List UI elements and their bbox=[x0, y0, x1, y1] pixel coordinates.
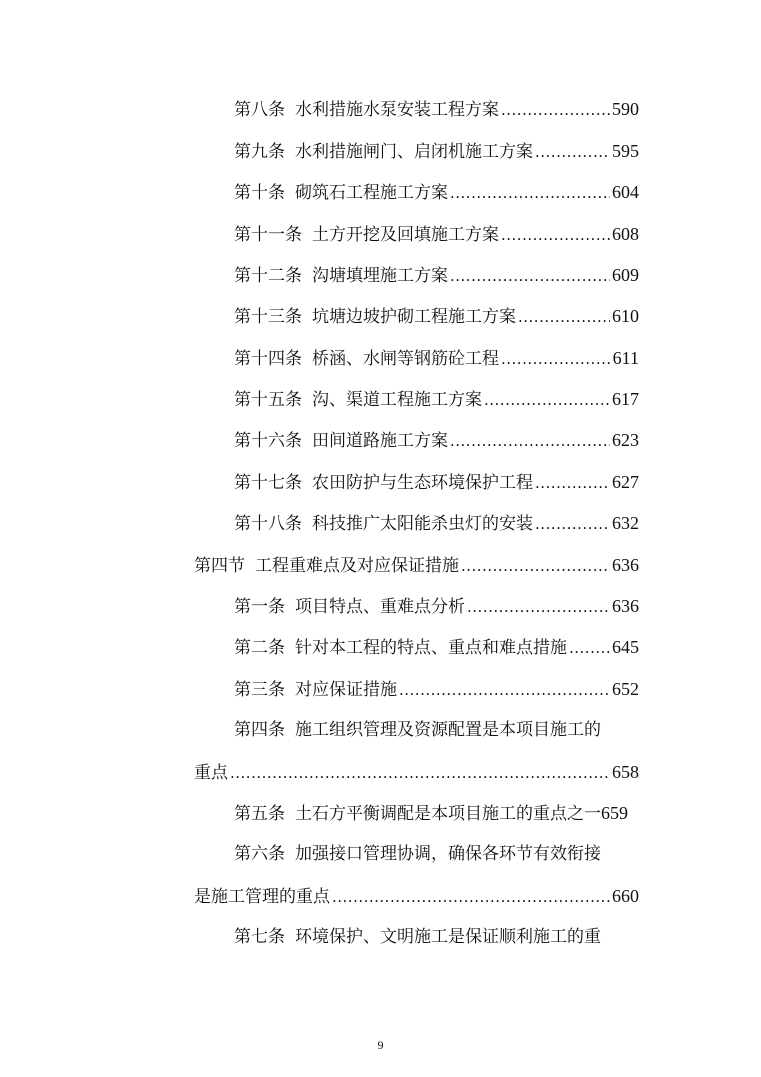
toc-entry-page: 623 bbox=[612, 430, 639, 450]
toc-leader-dots bbox=[535, 138, 610, 166]
toc-leader-dots bbox=[450, 262, 610, 290]
toc-entry-title: 坑塘边坡护砌工程施工方案 bbox=[312, 307, 516, 327]
toc-entry-page: 590 bbox=[612, 99, 639, 119]
toc-entry[interactable] bbox=[234, 178, 639, 206]
toc-entry[interactable] bbox=[234, 633, 639, 661]
toc-entry-label: 第七条 bbox=[234, 927, 285, 947]
toc-entry-page: 645 bbox=[612, 637, 639, 657]
toc-entry-title: 农田防护与生态环境保护工程 bbox=[312, 473, 533, 493]
toc-entry-label: 第十四条 bbox=[234, 349, 302, 369]
toc-section-label: 第四节 bbox=[194, 556, 245, 576]
toc-entry-title: 是施工管理的重点 bbox=[194, 887, 330, 907]
toc-entry-title: 土方开挖及回填施工方案 bbox=[312, 225, 499, 245]
toc-entry-continuation[interactable] bbox=[194, 758, 639, 786]
toc-leader-dots bbox=[332, 883, 610, 911]
toc-entry-page: 617 bbox=[612, 389, 639, 409]
page-number: 9 bbox=[377, 1038, 384, 1052]
toc-entry[interactable] bbox=[234, 137, 639, 165]
toc-leader-dots bbox=[501, 221, 610, 249]
toc-entry[interactable] bbox=[234, 509, 639, 537]
toc-entry-page: 608 bbox=[612, 224, 639, 244]
toc-leader-dots bbox=[399, 676, 610, 704]
toc-entry-title: 针对本工程的特点、重点和难点措施 bbox=[295, 638, 567, 658]
toc-entry[interactable] bbox=[234, 95, 639, 123]
toc-entry[interactable] bbox=[234, 344, 639, 372]
toc-entry-title: 加强接口管理协调，确保各环节有效衔接 bbox=[295, 844, 601, 864]
toc-entry-title: 施工组织管理及资源配置是本项目施工的 bbox=[295, 720, 601, 740]
toc-entry-label: 第五条 bbox=[234, 804, 285, 824]
toc-entry-page: 658 bbox=[612, 762, 639, 782]
toc-entry-title: 砌筑石工程施工方案 bbox=[295, 183, 448, 203]
toc-entry[interactable] bbox=[234, 675, 639, 703]
toc-entry-title: 科技推广太阳能杀虫灯的安装 bbox=[312, 514, 533, 534]
toc-entry-label: 第九条 bbox=[234, 142, 285, 162]
toc-entry-page: 604 bbox=[612, 182, 639, 202]
toc-leader-dots bbox=[484, 386, 610, 414]
toc-section-page: 636 bbox=[612, 555, 639, 575]
toc-entry-title: 水利措施闸门、启闭机施工方案 bbox=[295, 142, 533, 162]
toc-entry-continuation[interactable] bbox=[194, 882, 639, 910]
toc-entry-label: 第一条 bbox=[234, 597, 285, 617]
toc-entry-page: 609 bbox=[612, 265, 639, 285]
toc-entry[interactable] bbox=[234, 799, 664, 827]
toc-entry[interactable] bbox=[234, 426, 639, 454]
toc-entry-label: 第二条 bbox=[234, 638, 285, 658]
toc-leader-dots bbox=[467, 593, 610, 621]
toc-entry-title: 水利措施水泵安装工程方案 bbox=[295, 100, 499, 120]
toc-leader-dots bbox=[461, 552, 610, 580]
toc-entry-title: 桥涵、水闸等钢筋砼工程 bbox=[312, 349, 499, 369]
toc-entry[interactable] bbox=[234, 840, 639, 868]
toc-section-title: 工程重难点及对应保证措施 bbox=[255, 556, 459, 576]
toc-entry-label: 第十一条 bbox=[234, 225, 302, 245]
toc-entry-label: 第十条 bbox=[234, 183, 285, 203]
toc-entry-page: 595 bbox=[612, 141, 639, 161]
toc-entry[interactable] bbox=[234, 923, 639, 951]
toc-entry-title: 对应保证措施 bbox=[295, 680, 397, 700]
toc-entry-label: 第十五条 bbox=[234, 390, 302, 410]
toc-entry-label: 第四条 bbox=[234, 720, 285, 740]
toc-entry-label: 第十八条 bbox=[234, 514, 302, 534]
toc-leader-dots bbox=[569, 634, 610, 662]
toc-entry-label: 第三条 bbox=[234, 680, 285, 700]
toc-entry-title: 田间道路施工方案 bbox=[312, 431, 448, 451]
toc-leader-dots bbox=[535, 510, 610, 538]
toc-entry-label: 第十三条 bbox=[234, 307, 302, 327]
toc-entry-title: 环境保护、文明施工是保证顺利施工的重 bbox=[295, 927, 601, 947]
toc-section-entry[interactable] bbox=[194, 551, 639, 579]
toc-leader-dots bbox=[230, 759, 610, 787]
toc-leader-dots bbox=[535, 469, 610, 497]
toc-leader-dots bbox=[518, 303, 610, 331]
toc-entry-label: 第十七条 bbox=[234, 473, 302, 493]
toc-leader-dots bbox=[450, 179, 610, 207]
toc-entry-page: 610 bbox=[612, 306, 639, 326]
toc-entry-page: 611 bbox=[612, 348, 639, 368]
toc-entry-title: 沟、渠道工程施工方案 bbox=[312, 390, 482, 410]
toc-entry-label: 第八条 bbox=[234, 100, 285, 120]
toc-leader-dots bbox=[501, 96, 610, 124]
toc-entry-page: 660 bbox=[612, 886, 639, 906]
toc-entry-label: 第十六条 bbox=[234, 431, 302, 451]
toc-entry-title: 项目特点、重难点分析 bbox=[295, 597, 465, 617]
toc-entry[interactable] bbox=[234, 716, 639, 744]
toc-entry-title: 沟塘填埋施工方案 bbox=[312, 266, 448, 286]
toc-entry-page: 659 bbox=[601, 803, 628, 823]
toc-entry[interactable] bbox=[234, 220, 639, 248]
toc-entry-label: 第六条 bbox=[234, 844, 285, 864]
toc-leader-dots bbox=[450, 427, 610, 455]
toc-entry-page: 652 bbox=[612, 679, 639, 699]
toc-entry-title: 土石方平衡调配是本项目施工的重点之一 bbox=[295, 804, 601, 824]
toc-entry-title: 重点 bbox=[194, 763, 228, 783]
toc-leader-dots bbox=[501, 345, 611, 373]
toc-entry[interactable] bbox=[234, 468, 639, 496]
toc-entry-page: 636 bbox=[612, 596, 639, 616]
toc-entry[interactable] bbox=[234, 592, 639, 620]
toc-entry-page: 627 bbox=[612, 472, 639, 492]
toc-entry[interactable] bbox=[234, 261, 639, 289]
toc-entry-label: 第十二条 bbox=[234, 266, 302, 286]
toc-entry[interactable] bbox=[234, 302, 639, 330]
toc-entry-page: 632 bbox=[612, 513, 639, 533]
toc-entry[interactable] bbox=[234, 385, 639, 413]
